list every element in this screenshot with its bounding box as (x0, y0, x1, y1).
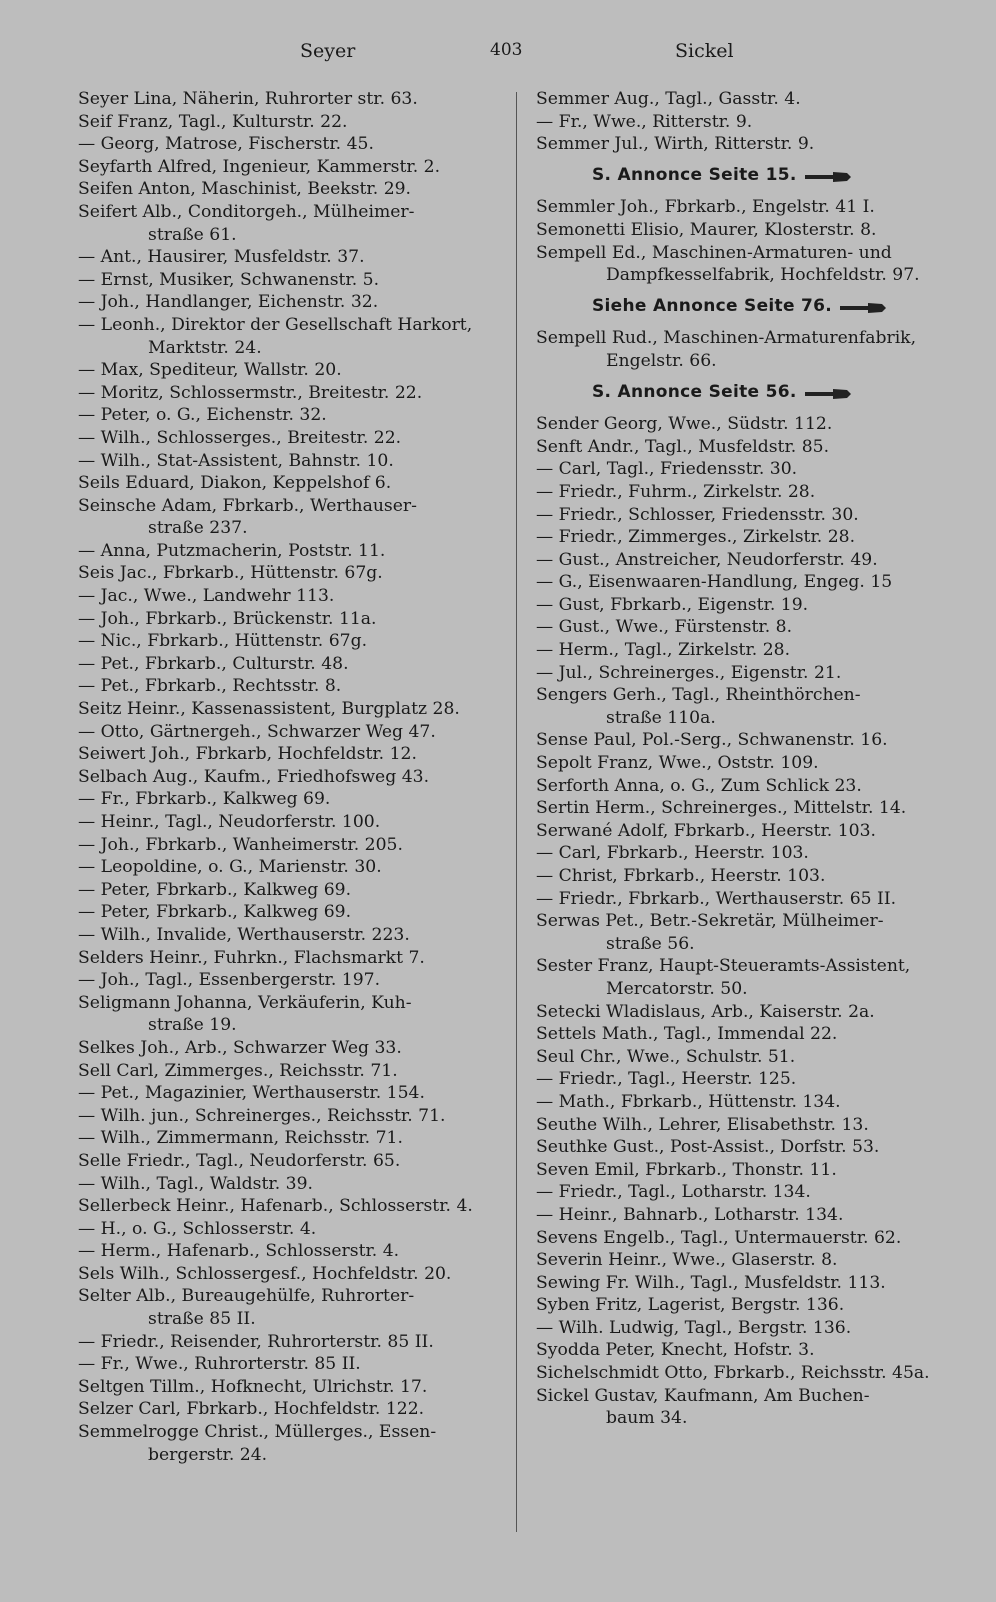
directory-entry: Seul Chr., Wwe., Schulstr. 51. (536, 1046, 796, 1067)
pointing-hand-icon (803, 385, 853, 399)
directory-entry: Settels Math., Tagl., Immendal 22. (536, 1024, 838, 1045)
directory-entry: — Wilh. Ludwig, Tagl., Bergstr. 136. (536, 1317, 852, 1338)
directory-entry: — Wilh., Tagl., Waldstr. 39. (78, 1173, 313, 1194)
column-divider (516, 92, 517, 1532)
directory-entry: — Joh., Fbrkarb., Wanheimerstr. 205. (78, 834, 403, 855)
directory-entry: — Leopoldine, o. G., Marienstr. 30. (78, 857, 382, 878)
directory-entry: — Ernst, Musiker, Schwanenstr. 5. (78, 269, 380, 290)
directory-entry: Seiwert Joh., Fbrkarb, Hochfeldstr. 12. (78, 744, 417, 765)
directory-entry: — Carl, Tagl., Friedensstr. 30. (536, 459, 798, 480)
directory-entry: Seils Eduard, Diakon, Keppelshof 6. (78, 473, 392, 494)
directory-entry: — Wilh. jun., Schreinerges., Reichsstr. 71. (78, 1105, 446, 1126)
directory-entry: — Herm., Hafenarb., Schlosserstr. 4. (78, 1241, 400, 1262)
directory-entry: — Math., Fbrkarb., Hüttenstr. 134. (536, 1091, 841, 1112)
directory-entry: — Pet., Magazinier, Werthauserstr. 154. (78, 1083, 425, 1104)
directory-entry: Sempell Rud., Maschinen-Armaturenfabrik, (536, 328, 917, 349)
directory-entry: — Fr., Wwe., Ritterstr. 9. (536, 111, 753, 132)
entry-continuation: baum 34. (606, 1408, 688, 1429)
annonce-reference (536, 287, 961, 328)
directory-entry: Seif Franz, Tagl., Kulturstr. 22. (78, 111, 348, 132)
directory-entry: Selders Heinr., Fuhrkn., Flachsmarkt 7. (78, 947, 425, 968)
directory-entry: — Anna, Putzmacherin, Poststr. 11. (78, 540, 386, 561)
directory-entry: — Friedr., Zimmerges., Zirkelstr. 28. (536, 527, 856, 548)
entry-continuation: straße 19. (148, 1015, 237, 1036)
directory-entry: — Fr., Fbrkarb., Kalkweg 69. (78, 789, 331, 810)
directory-entry: — Peter, Fbrkarb., Kalkweg 69. (78, 902, 352, 923)
entry-continuation: straße 61. (148, 224, 237, 245)
page-number: 403 (490, 40, 523, 60)
directory-entry: Senft Andr., Tagl., Musfeldstr. 85. (536, 436, 830, 457)
directory-entry: Sickel Gustav, Kaufmann, Am Buchen- (536, 1385, 870, 1406)
directory-entry: — Herm., Tagl., Zirkelstr. 28. (536, 640, 791, 661)
directory-entry: — Friedr., Fbrkarb., Werthauserstr. 65 II. (536, 888, 897, 909)
directory-entry: — Otto, Gärtnergeh., Schwarzer Weg 47. (78, 721, 436, 742)
directory-entry: Severin Heinr., Wwe., Glaserstr. 8. (536, 1250, 838, 1271)
directory-entry: Sempell Ed., Maschinen-Armaturen- und (536, 242, 892, 263)
directory-entry: — Jac., Wwe., Landwehr 113. (78, 586, 335, 607)
directory-entry: — Joh., Handlanger, Eichenstr. 32. (78, 292, 379, 313)
directory-entry: Semonetti Elisio, Maurer, Klosterstr. 8. (536, 219, 877, 240)
directory-entry: Seven Emil, Fbrkarb., Thonstr. 11. (536, 1159, 837, 1180)
directory-entry: — Moritz, Schlossermstr., Breitestr. 22. (78, 382, 423, 403)
directory-entry: — H., o. G., Schlosserstr. 4. (78, 1218, 317, 1239)
directory-entry: — Ant., Hausirer, Musfeldstr. 37. (78, 247, 365, 268)
right-column (536, 88, 961, 1430)
directory-entry: — Wilh., Stat-Assistent, Bahnstr. 10. (78, 450, 394, 471)
directory-entry: — Pet., Fbrkarb., Rechtsstr. 8. (78, 676, 342, 697)
directory-entry: Selkes Joh., Arb., Schwarzer Weg 33. (78, 1037, 402, 1058)
directory-entry: Seyer Lina, Näherin, Ruhrorter str. 63. (78, 89, 418, 109)
directory-entry: — Gust., Anstreicher, Neudorferstr. 49. (536, 549, 878, 570)
directory-entry: — G., Eisenwaaren-Handlung, Engeg. 15 (536, 572, 893, 593)
directory-entry: Sichelschmidt Otto, Fbrkarb., Reichsstr. 45a. (536, 1363, 930, 1384)
entry-continuation: straße 110a. (606, 707, 716, 728)
directory-entry: — Wilh., Invalide, Werthauserstr. 223. (78, 924, 410, 945)
directory-entry: Syben Fritz, Lagerist, Bergstr. 136. (536, 1295, 845, 1316)
directory-entry: Sester Franz, Haupt-Steueramts-Assistent, (536, 956, 911, 977)
directory-entry: Semmelrogge Christ., Müllerges., Essen- (78, 1422, 437, 1443)
directory-entry: Seitz Heinr., Kassenassistent, Burgplatz 28. (78, 699, 460, 720)
directory-entry: Seuthke Gust., Post-Assist., Dorfstr. 53. (536, 1137, 880, 1158)
directory-entry: — Gust, Fbrkarb., Eigenstr. 19. (536, 594, 809, 615)
directory-entry: Selzer Carl, Fbrkarb., Hochfeldstr. 122. (78, 1399, 425, 1420)
directory-entry: — Nic., Fbrkarb., Hüttenstr. 67g. (78, 631, 368, 652)
annonce-text: Siehe Annonce Seite 76. (592, 295, 833, 316)
directory-entry: — Wilh., Schlosserges., Breitestr. 22. (78, 427, 402, 448)
directory-entry: — Peter, o. G., Eichenstr. 32. (78, 405, 327, 426)
directory-entry: — Friedr., Schlosser, Friedensstr. 30. (536, 504, 859, 525)
directory-entry: Selbach Aug., Kaufm., Friedhofsweg 43. (78, 766, 430, 787)
directory-entry: Semmer Jul., Wirth, Ritterstr. 9. (536, 134, 815, 155)
directory-entry: Seligmann Johanna, Verkäuferin, Kuh- (78, 992, 412, 1013)
header-right-keyword: Sickel (675, 40, 734, 62)
entry-continuation: Mercatorstr. 50. (606, 978, 748, 999)
directory-entry: Sellerbeck Heinr., Hafenarb., Schlosserstr. 4. (78, 1196, 473, 1217)
directory-entry: Syodda Peter, Knecht, Hofstr. 3. (536, 1340, 815, 1361)
directory-entry: Sengers Gerh., Tagl., Rheinthörchen- (536, 685, 861, 706)
directory-entry: Seyfarth Alfred, Ingenieur, Kammerstr. 2. (78, 156, 441, 177)
directory-entry: — Friedr., Fuhrm., Zirkelstr. 28. (536, 481, 816, 502)
directory-entry: Semmler Joh., Fbrkarb., Engelstr. 41 I. (536, 197, 875, 218)
directory-entry: Sertin Herm., Schreinerges., Mittelstr. 14. (536, 798, 907, 819)
left-column (78, 88, 503, 1466)
directory-entry: Seltgen Tillm., Hofknecht, Ulrichstr. 17. (78, 1376, 428, 1397)
directory-entry: — Carl, Fbrkarb., Heerstr. 103. (536, 843, 809, 864)
directory-entry: — Joh., Fbrkarb., Brückenstr. 11a. (78, 608, 377, 629)
directory-entry: — Joh., Tagl., Essenbergerstr. 197. (78, 970, 381, 991)
directory-entry: — Pet., Fbrkarb., Culturstr. 48. (78, 653, 349, 674)
entry-continuation: Marktstr. 24. (148, 337, 262, 358)
directory-entry: Semmer Aug., Tagl., Gasstr. 4. (536, 89, 801, 109)
page-header (0, 40, 996, 70)
directory-entry: Serwané Adolf, Fbrkarb., Heerstr. 103. (536, 820, 876, 841)
pointing-hand-icon (838, 299, 888, 313)
annonce-text: S. Annonce Seite 15. (592, 164, 797, 185)
directory-entry: Seifert Alb., Conditorgeh., Mülheimer- (78, 201, 415, 222)
directory-entry: Seinsche Adam, Fbrkarb., Werthauser- (78, 495, 417, 516)
directory-entry: Serwas Pet., Betr.-Sekretär, Mülheimer- (536, 911, 884, 932)
directory-entry: Sels Wilh., Schlossergesf., Hochfeldstr. 20. (78, 1263, 452, 1284)
directory-entry: — Wilh., Zimmermann, Reichsstr. 71. (78, 1128, 403, 1149)
directory-entry: Sepolt Franz, Wwe., Oststr. 109. (536, 753, 819, 774)
entry-continuation: straße 85 II. (148, 1309, 256, 1330)
pointing-hand-icon (803, 168, 853, 182)
directory-entry: Sewing Fr. Wilh., Tagl., Musfeldstr. 113. (536, 1272, 886, 1293)
directory-entry: — Jul., Schreinerges., Eigenstr. 21. (536, 662, 842, 683)
directory-entry: — Friedr., Tagl., Heerstr. 125. (536, 1069, 797, 1090)
annonce-text: S. Annonce Seite 56. (592, 381, 797, 402)
directory-entry: Selle Friedr., Tagl., Neudorferstr. 65. (78, 1150, 401, 1171)
header-left-keyword: Seyer (300, 40, 356, 62)
directory-entry: Selter Alb., Bureaugehülfe, Ruhrorter- (78, 1286, 415, 1307)
entry-continuation: bergerstr. 24. (148, 1444, 268, 1465)
annonce-reference (536, 156, 961, 197)
entry-continuation: straße 237. (148, 518, 248, 539)
directory-entry: — Friedr., Tagl., Lotharstr. 134. (536, 1182, 811, 1203)
directory-entry: — Peter, Fbrkarb., Kalkweg 69. (78, 879, 352, 900)
directory-entry: — Christ, Fbrkarb., Heerstr. 103. (536, 866, 826, 886)
directory-entry: — Leonh., Direktor der Gesellschaft Harkort, (78, 314, 473, 335)
directory-entry: — Fr., Wwe., Ruhrorterstr. 85 II. (78, 1354, 361, 1375)
directory-entry: — Gust., Wwe., Fürstenstr. 8. (536, 617, 793, 638)
directory-entry: Sell Carl, Zimmerges., Reichsstr. 71. (78, 1060, 398, 1081)
directory-entry: — Max, Spediteur, Wallstr. 20. (78, 360, 342, 381)
directory-entry: — Georg, Matrose, Fischerstr. 45. (78, 134, 374, 155)
directory-entry: — Heinr., Bahnarb., Lotharstr. 134. (536, 1204, 844, 1225)
directory-entry: Seuthe Wilh., Lehrer, Elisabethstr. 13. (536, 1114, 869, 1135)
directory-entry: Seifen Anton, Maschinist, Beekstr. 29. (78, 179, 412, 200)
directory-entry: — Heinr., Tagl., Neudorferstr. 100. (78, 812, 381, 832)
directory-entry: Sevens Engelb., Tagl., Untermauerstr. 62. (536, 1227, 902, 1248)
directory-entry: Seis Jac., Fbrkarb., Hüttenstr. 67g. (78, 563, 383, 584)
entry-continuation: Dampfkesselfabrik, Hochfeldstr. 97. (606, 265, 920, 286)
directory-entry: Serforth Anna, o. G., Zum Schlick 23. (536, 775, 862, 796)
directory-entry: Setecki Wladislaus, Arb., Kaiserstr. 2a. (536, 1001, 875, 1022)
entry-continuation: straße 56. (606, 933, 695, 954)
directory-entry: — Friedr., Reisender, Ruhrorterstr. 85 II. (78, 1331, 434, 1352)
directory-entry: Sender Georg, Wwe., Südstr. 112. (536, 414, 833, 435)
directory-entry: Sense Paul, Pol.-Serg., Schwanenstr. 16. (536, 730, 888, 751)
annonce-reference (536, 373, 961, 414)
entry-continuation: Engelstr. 66. (606, 350, 717, 371)
